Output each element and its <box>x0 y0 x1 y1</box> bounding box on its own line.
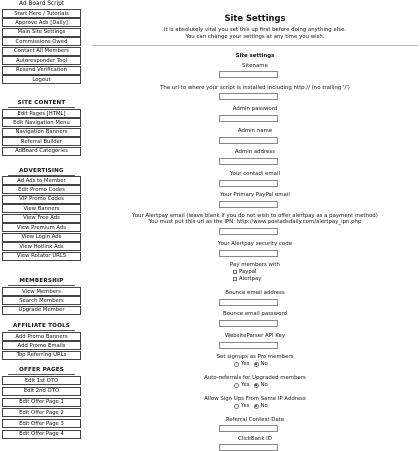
sidebar-item-view-free-ads[interactable]: View Free Ads <box>2 214 81 223</box>
alertpay-email-input[interactable] <box>219 228 278 235</box>
admin-password-label: Admin password <box>232 106 278 112</box>
signups-pro-yes-radio[interactable] <box>234 362 239 367</box>
signups-pro-no-label: No <box>260 361 268 367</box>
alertpay-ipn-note: You must put this url as the IPN: http://www.postadsdaily.com/alertpay_ipn.php <box>148 219 362 225</box>
offer-pages-heading: OFFER PAGES <box>18 367 65 373</box>
admin-address-input[interactable] <box>219 158 278 165</box>
sitename-input[interactable] <box>219 71 278 78</box>
autoreferrals-radio-group <box>234 382 268 388</box>
offer-pages-heading-rule <box>8 374 75 375</box>
affiliate-tools-heading: AFFILIATE TOOLS <box>12 323 71 329</box>
alertpay-checkbox[interactable] <box>233 277 237 281</box>
sidebar-item-edit-navigation-menu[interactable]: Edit Navigation Menu <box>2 118 81 127</box>
signups-pro-radio-group <box>234 361 268 367</box>
sidebar-item-edit-offer-page-2[interactable]: Edit Offer Page 2 <box>2 408 81 417</box>
sidebar-item-ad-ads-to-member[interactable]: Ad Ads to Member <box>2 176 81 185</box>
sidebar-item-view-members[interactable]: View Members <box>2 287 81 296</box>
intro-line-2: You can change your settings at any time you wish. <box>185 34 325 40</box>
same-ip-label: Allow Sign Ups From Same IP Address <box>204 396 306 402</box>
sidebar-item-top-referring-urls[interactable]: Top Referring URLs <box>2 351 81 360</box>
contact-email-input[interactable] <box>219 180 278 187</box>
clickbank-label: ClickBank ID <box>238 436 272 442</box>
page-title: Site Settings <box>224 13 286 23</box>
websiteparser-label: WebsiteParser API Key <box>224 333 286 339</box>
affiliate-tools-heading-rule <box>8 330 75 331</box>
alertpay-email-label: Your Alertpay email (leave blank if you do not wish to offer alertpay as a payment method) <box>132 213 378 219</box>
sidebar-item-autoresponder-tool[interactable]: Autoresponder Tool <box>2 56 81 65</box>
sidebar-item-view-login-ads[interactable]: View Login Ads <box>2 233 81 242</box>
sidebar-item-view-premium-ads[interactable]: View Premium Ads <box>2 223 81 232</box>
same-ip-no-radio[interactable] <box>254 404 259 409</box>
sidebar-item-upgrade-member[interactable]: Upgrade Member <box>2 306 81 315</box>
alertpay-option-label: Alertpay <box>239 276 262 282</box>
contact-email-label: Your contact email <box>230 171 280 177</box>
alertpay-code-label: Your Alertpay security code <box>218 241 292 247</box>
same-ip-radio-group <box>234 403 268 409</box>
sidebar-item-start-here-tutorials[interactable]: Start Here / Tutorials <box>2 9 81 18</box>
sidebar-item-view-banners[interactable]: View Banners <box>2 204 81 213</box>
sidebar-item-add-promo-banners[interactable]: Add Promo Banners <box>2 332 81 341</box>
alertpay-checkbox-row[interactable] <box>233 276 261 282</box>
referral-date-label: Referral Contest Date <box>225 417 285 423</box>
paypal-email-input[interactable] <box>219 201 278 208</box>
admin-name-input[interactable] <box>219 137 278 144</box>
site-settings-heading: Site settings <box>235 53 275 59</box>
paypal-email-label: Your Primary PayPal email <box>220 192 290 198</box>
paypal-checkbox-row[interactable] <box>233 269 256 275</box>
same-ip-yes-label: Yes <box>241 403 250 409</box>
sidebar-item-edit-promo-codes[interactable]: Edit Promo Codes <box>2 185 81 194</box>
websiteparser-input[interactable] <box>219 342 278 349</box>
sidebar-item-add-promo-emails[interactable]: Add Promo Emails <box>2 341 81 350</box>
site-content-heading: SITE CONTENT <box>17 100 66 106</box>
bounce-password-input[interactable] <box>219 320 278 327</box>
admin-password-input[interactable] <box>219 115 278 122</box>
sidebar-item-edit-offer-page-3[interactable]: Edit Offer Page 3 <box>2 419 81 428</box>
sidebar-item-contact-all-members[interactable]: Contact All Members <box>2 47 81 56</box>
sidebar-item-edit-offer-page-1[interactable]: Edit Offer Page 1 <box>2 398 81 407</box>
membership-heading: MEMBERSHIP <box>19 278 64 284</box>
admin-address-label: Admin address <box>234 149 276 155</box>
paypal-option-label: Paypal <box>239 269 257 275</box>
sidebar-item-view-hotlink-ads[interactable]: View Hotlink Ads <box>2 242 81 251</box>
autoreferrals-no-radio[interactable] <box>254 383 259 388</box>
membership-heading-rule <box>8 285 75 286</box>
admin-name-label: Admin name <box>237 128 273 134</box>
advertising-heading: ADVERTISING <box>19 168 64 174</box>
clickbank-input[interactable] <box>219 444 278 451</box>
sidebar-item-vip-promo-codes[interactable]: VIP Promo Codes <box>2 195 81 204</box>
sidebar-item-adboard-categories[interactable]: AdBoard Categories <box>2 147 81 156</box>
sidebar-item-main-site-settings[interactable]: Main Site Settings <box>2 28 81 37</box>
site-content-heading-rule <box>8 107 75 108</box>
bounce-email-label: Bounce email address <box>225 290 285 296</box>
same-ip-no-label: No <box>260 403 268 409</box>
sidebar-item-edit-1st-oto[interactable]: Edit 1st OTO <box>2 376 81 385</box>
bounce-password-label: Bounce email password <box>223 311 287 317</box>
signups-pro-yes-label: Yes <box>241 361 250 367</box>
sidebar-item-commissions-owed[interactable]: Commissions Owed <box>2 37 81 46</box>
sidebar-item-logout[interactable]: Logout <box>2 75 81 84</box>
sidebar-item-approve-ads-daily[interactable]: Approve Ads [Daily] <box>2 18 81 27</box>
autoreferrals-no-label: No <box>260 382 268 388</box>
signups-pro-no-radio[interactable] <box>254 362 259 367</box>
same-ip-yes-radio[interactable] <box>234 404 239 409</box>
sidebar-item-edit-offer-page-4[interactable]: Edit Offer Page 4 <box>2 430 81 439</box>
intro-line-1: It is absolutely vital you set this up first before doing anything else. <box>163 27 347 33</box>
autoreferrals-yes-label: Yes <box>241 382 250 388</box>
alertpay-code-input[interactable] <box>219 250 278 257</box>
sidebar-item-navigation-banners[interactable]: Navigation Banners <box>2 128 81 137</box>
sidebar-item-resend-verification[interactable]: Resend Verification <box>2 66 81 75</box>
pay-members-label: Pay members with <box>230 262 280 268</box>
sidebar-item-search-members[interactable]: Search Members <box>2 296 81 305</box>
sidebar-top-link[interactable]: Ad Board Script <box>18 1 65 7</box>
bounce-email-input[interactable] <box>219 299 278 306</box>
autoreferrals-yes-radio[interactable] <box>234 383 239 388</box>
sidebar-item-view-rotator-urls[interactable]: View Rotator URLS <box>2 252 81 261</box>
url-input[interactable] <box>219 93 278 100</box>
sidebar-item-edit-pages-html[interactable]: Edit Pages [HTML] <box>2 109 81 118</box>
sidebar-item-edit-2nd-oto[interactable]: Edit 2nd OTO <box>2 387 81 396</box>
referral-date-input[interactable] <box>219 425 278 432</box>
divider <box>92 45 418 46</box>
sidebar-item-referral-builder[interactable]: Referral Builder <box>2 137 81 146</box>
paypal-checkbox[interactable] <box>233 270 237 274</box>
sitename-label: Sitename <box>242 63 268 69</box>
signups-pro-label: Set signups as Pro members <box>216 354 294 360</box>
autoreferrals-label: Auto-referrals for Upgraded members <box>204 375 306 381</box>
url-label: The url to where your script is installed including http:// (no trailing '/') <box>160 85 350 91</box>
